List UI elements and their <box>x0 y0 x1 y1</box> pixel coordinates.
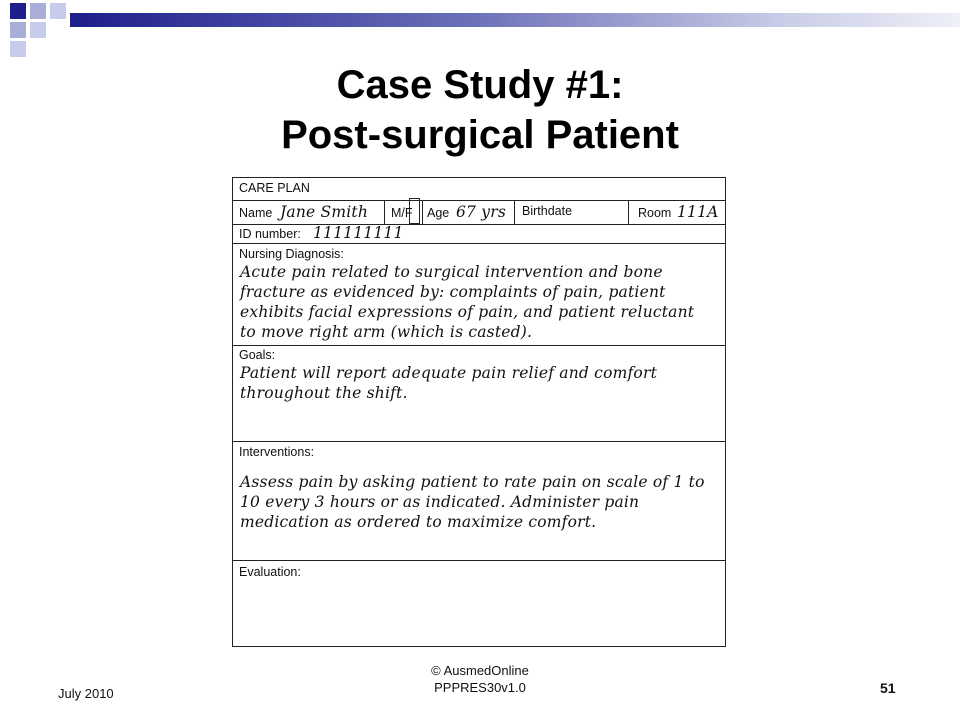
text-line: 10 every 3 hours or as indicated. Administer pain <box>240 493 640 511</box>
birthdate-label: Birthdate <box>522 204 573 218</box>
decor-square <box>30 3 46 19</box>
text-line: throughout the shift. <box>240 384 408 402</box>
goals-label: Goals: <box>239 348 276 362</box>
decor-square <box>30 22 46 38</box>
title-line-1: Case Study #1: <box>336 63 624 107</box>
decor-square <box>10 41 26 57</box>
evaluation-section <box>233 561 725 645</box>
header-gradient-bar <box>70 13 960 27</box>
decor-square <box>10 3 26 19</box>
nursing-diagnosis-text <box>240 262 694 342</box>
interventions-label: Interventions: <box>239 445 315 459</box>
title-line-2: Post-surgical Patient <box>281 113 679 157</box>
patient-info-row <box>233 201 725 225</box>
id-label: ID number: <box>239 227 301 241</box>
decor-square <box>50 3 66 19</box>
room-label: Room <box>638 206 672 220</box>
birthdate-cell <box>515 201 629 224</box>
text-line: exhibits facial expressions of pain, and patient reluctant <box>240 303 695 321</box>
name-cell <box>233 201 385 224</box>
decor-square <box>10 22 26 38</box>
text-line: to move right arm (which is casted). <box>240 323 533 341</box>
room-value: 111A <box>677 203 719 221</box>
name-label: Name <box>239 206 273 220</box>
text-line: Acute pain related to surgical intervention and bone <box>240 263 663 281</box>
id-row <box>233 225 725 244</box>
text-line: fracture as evidenced by: complaints of pain, patient <box>240 283 666 301</box>
sex-selection-box <box>409 198 420 224</box>
presentation-code: PPPRES30v1.0 <box>434 680 526 695</box>
name-value: Jane Smith <box>280 203 369 221</box>
room-cell <box>629 201 725 224</box>
age-value: 67 yrs <box>456 203 506 221</box>
nursing-diagnosis-label: Nursing Diagnosis: <box>239 247 344 261</box>
evaluation-label: Evaluation: <box>239 565 301 579</box>
goals-section <box>233 346 725 442</box>
age-label: Age <box>427 206 450 220</box>
text-line: medication as ordered to maximize comfort. <box>240 513 597 531</box>
slide-title <box>0 60 960 160</box>
care-plan-header-row <box>233 178 725 201</box>
page-number: 51 <box>880 680 896 696</box>
text-line: Patient will report adequate pain relief and comfort <box>240 364 658 382</box>
interventions-text <box>240 472 705 532</box>
footer-date: July 2010 <box>58 686 114 701</box>
sex-cell <box>385 201 423 224</box>
care-plan-form <box>232 177 726 647</box>
sex-label: M/F <box>391 206 413 220</box>
footer-copyright <box>380 662 580 696</box>
copyright-text: © AusmedOnline <box>431 663 529 678</box>
age-cell <box>423 201 515 224</box>
care-plan-header: CARE PLAN <box>239 181 310 195</box>
goals-text <box>240 363 657 403</box>
text-line: Assess pain by asking patient to rate pain on scale of 1 to <box>240 473 705 491</box>
id-value: 111111111 <box>313 224 404 242</box>
nursing-diagnosis-section <box>233 244 725 346</box>
interventions-section <box>233 442 725 561</box>
